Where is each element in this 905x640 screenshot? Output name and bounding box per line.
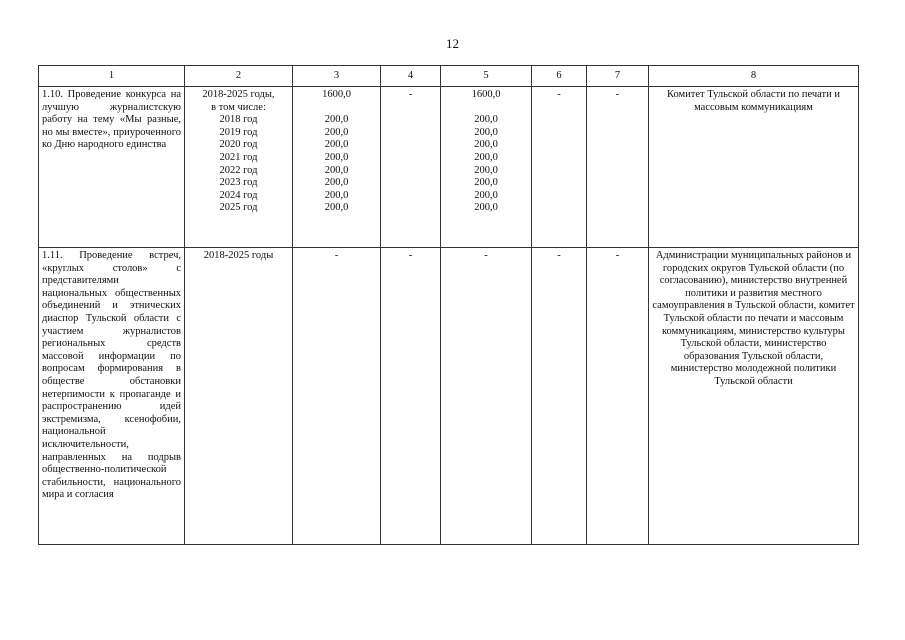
column-header: 1	[39, 66, 185, 87]
period-line: 2023 год	[219, 177, 258, 189]
amount-value: 200,0	[324, 139, 349, 151]
column-header: 2	[185, 66, 293, 87]
period-line: 2019 год	[219, 126, 258, 138]
column-header: 3	[293, 66, 381, 87]
amount-value: 200,0	[324, 151, 349, 163]
column-header: 4	[381, 66, 441, 87]
col3-cell: -	[293, 248, 381, 545]
amount-value: 1600,0	[471, 89, 501, 100]
table-row	[39, 87, 859, 248]
column-header: 7	[587, 66, 649, 87]
executor-cell: Администрации муниципальных районов и городских округов Тульской области (по согласованию), министерство внутренней политики и развития местного самоуправления в Тульской области, комитет Тульской области по печати и массовым коммуникациям, министерство культуры Тульской области, министерство образования Тульской области, министерство молодежной политики Тульской области	[649, 248, 859, 545]
amount-value: 200,0	[324, 164, 349, 176]
amount-value: 200,0	[474, 189, 498, 201]
amount-value: 200,0	[474, 126, 498, 138]
period-cell: 2018-2025 годы	[185, 248, 293, 545]
period-line: 2018 год	[219, 114, 258, 126]
header-row	[39, 66, 859, 87]
col6-cell: -	[532, 248, 587, 545]
column-header: 6	[532, 66, 587, 87]
period-cell	[185, 87, 293, 248]
col5-cell	[441, 87, 532, 248]
amount-spacer	[296, 102, 377, 115]
amount-value: 1600,0	[322, 89, 351, 100]
period-line: в том числе:	[211, 101, 266, 113]
col7-cell: -	[587, 87, 649, 248]
amount-value: 200,0	[324, 202, 349, 214]
col5-cell: -	[441, 248, 532, 545]
period-line: 2022 год	[219, 164, 258, 176]
col6-cell: -	[532, 87, 587, 248]
amount-value: 200,0	[474, 202, 498, 214]
col7-cell: -	[587, 248, 649, 545]
amount-value: 200,0	[474, 164, 498, 176]
col4-cell: -	[381, 248, 441, 545]
amount-value: 200,0	[474, 114, 498, 126]
amount-value: 200,0	[474, 177, 498, 189]
amount-value: 200,0	[474, 151, 498, 163]
period-line: 2024 год	[219, 189, 258, 201]
period-line: 2021 год	[219, 151, 258, 163]
period-line: 2018-2025 годы,	[202, 89, 275, 100]
amount-spacer	[444, 102, 528, 115]
period-line: 2025 год	[219, 202, 258, 214]
amount-value: 200,0	[324, 189, 349, 201]
amount-value: 200,0	[324, 126, 349, 138]
executor-cell: Комитет Тульской области по печати и массовым коммуникациям	[649, 87, 859, 248]
col4-cell: -	[381, 87, 441, 248]
program-table	[38, 65, 859, 545]
amount-value: 200,0	[324, 114, 349, 126]
col3-cell	[293, 87, 381, 248]
page-number: 12	[446, 36, 459, 51]
amount-value: 200,0	[324, 177, 349, 189]
period-line: 2020 год	[219, 139, 258, 151]
event-title: 1.11. Проведение встреч, «круглых столов» с представителями национальных общественных объединений и этнических диаспор Тульской области с участием журналистов региональных средств массовой информации по вопросам формирования в обществе обстановки нетерпимости к пропаганде и распространению идей экстремизма, ксенофобии, национальной исключительности, направленных на подрыв общественно-политической стабильности, национального мира и согласия	[39, 248, 185, 545]
column-header: 5	[441, 66, 532, 87]
amount-value: 200,0	[474, 139, 498, 151]
event-title: 1.10. Проведение конкурса на лучшую журналистскую работу на тему «Мы разные, но мы вместе», приуроченного ко Дню народного единства	[39, 87, 185, 248]
column-header: 8	[649, 66, 859, 87]
table-row	[39, 248, 859, 545]
